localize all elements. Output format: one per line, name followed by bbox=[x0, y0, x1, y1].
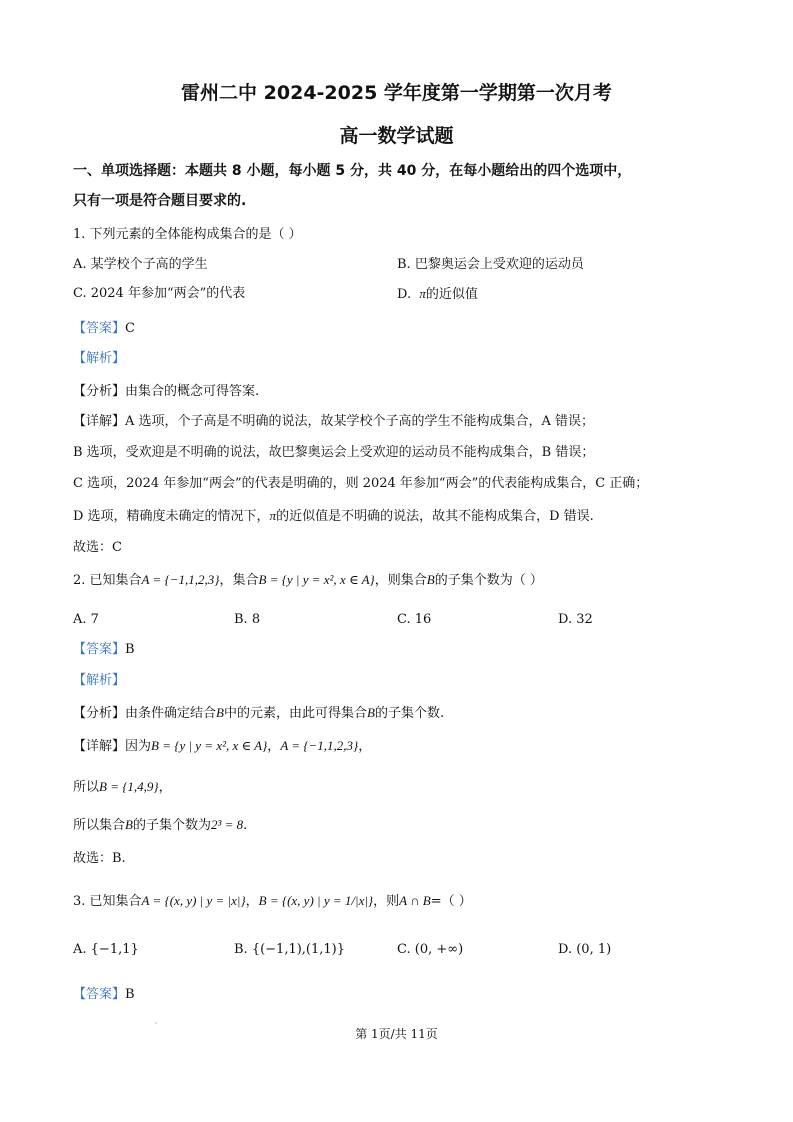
q3-stem-end: =（ ） bbox=[430, 894, 472, 909]
analysis-tag: 【解析】 bbox=[73, 673, 126, 688]
q2-so1 bbox=[73, 778, 172, 797]
q2-stem-mid: ，集合 bbox=[219, 573, 259, 588]
q1-detail-d-suffix: 的近似值是不明确的说法，故其不能构成集合，D 错误. bbox=[276, 509, 594, 524]
q1-xiangjie bbox=[73, 413, 594, 431]
q2-xj-set-b: B = {y | y = x², x ∈ A} bbox=[151, 738, 268, 753]
q3-option-d: D. (0, 1) bbox=[558, 942, 612, 957]
xiangjie-tag: 【详解】 bbox=[73, 414, 126, 429]
q2-xj-prefix: 因为 bbox=[125, 739, 152, 754]
q1-option-d bbox=[397, 285, 478, 304]
q1-answer bbox=[73, 320, 135, 338]
q2-xiangjie bbox=[73, 737, 371, 756]
q2-option-c: C. 16 bbox=[397, 612, 432, 627]
q1-detail-b: B 选项，受欢迎是不明确的说法，故巴黎奥运会上受欢迎的运动员不能构成集合，B 错误； bbox=[73, 445, 595, 460]
q3-option-b: B. {(−1,1),(1,1)} bbox=[234, 942, 346, 957]
page-footer: 第 1页/共 11页 bbox=[355, 1027, 438, 1041]
q2-so2-b: B bbox=[125, 817, 133, 832]
answer-tag: 【答案】 bbox=[73, 321, 126, 336]
q3-stem-mid: ，则 bbox=[373, 894, 400, 909]
q3-option-a: A. {−1,1} bbox=[73, 942, 139, 957]
q2-so1-end: ， bbox=[158, 780, 172, 795]
q3-option-c: C. (0, +∞) bbox=[397, 942, 464, 957]
q2-fenxi-b: B bbox=[216, 705, 224, 720]
q2-fenxi-b2: B bbox=[367, 705, 375, 720]
answer-tag: 【答案】 bbox=[73, 987, 126, 1002]
fenxi-tag: 【分析】 bbox=[73, 706, 126, 721]
q3-answer bbox=[73, 986, 135, 1004]
q2-analysis bbox=[73, 672, 125, 690]
q3-set-a: A = {(x, y) | y = |x|} bbox=[141, 893, 246, 908]
q2-so2-math: 2³ = 8 bbox=[210, 817, 244, 832]
q2-so1-prefix: 所以 bbox=[73, 780, 100, 795]
q2-so2-prefix: 所以集合 bbox=[73, 818, 126, 833]
pi-symbol: π bbox=[419, 286, 426, 301]
q2-xj-end: ， bbox=[358, 739, 372, 754]
q2-choose: 故选：B. bbox=[73, 851, 126, 866]
q2-so1-math: B = {1,4,9} bbox=[99, 779, 159, 794]
q2-so2 bbox=[73, 816, 247, 835]
q2-stem bbox=[73, 571, 543, 590]
q1-option-b: B. 巴黎奥运会上受欢迎的运动员 bbox=[397, 257, 584, 272]
q2-so2-end: . bbox=[243, 818, 248, 833]
q2-set-b: B = {y | y = x², x ∈ A} bbox=[258, 572, 375, 587]
q2-fenxi bbox=[73, 704, 444, 723]
q2-set-b-name: B bbox=[426, 572, 435, 587]
q3-stem bbox=[73, 892, 472, 911]
q2-option-a: A. 7 bbox=[73, 612, 99, 627]
section-heading-line2: 只有一项是符合题目要求的. bbox=[73, 193, 247, 209]
q1-answer-value: C bbox=[125, 321, 135, 336]
q1-detail-d-prefix: D 选项，精确度未确定的情况下， bbox=[73, 509, 270, 524]
q2-answer bbox=[73, 641, 135, 659]
answer-tag: 【答案】 bbox=[73, 642, 126, 657]
scan-speck bbox=[155, 1022, 157, 1024]
q1-xiangjie-text: A 选项，个子高是不明确的说法，故某学校个子高的学生不能构成集合，A 错误； bbox=[125, 414, 595, 429]
q1-detail-c: C 选项，2024 年参加“两会”的代表是明确的，则 2024 年参加“两会”的代表能构成集合，C 正确； bbox=[73, 476, 649, 491]
q2-answer-value: B bbox=[125, 642, 135, 657]
exam-title: 雷州二中 2024-2025 学年度第一学期第一次月考 bbox=[181, 82, 612, 104]
q2-xj-set-a: A = {−1,1,2,3} bbox=[280, 738, 359, 753]
exam-subtitle: 高一数学试题 bbox=[339, 125, 454, 147]
q2-stem-suffix: ，则集合 bbox=[374, 573, 427, 588]
xiangjie-tag: 【详解】 bbox=[73, 739, 126, 754]
q1-detail-d bbox=[73, 507, 594, 526]
q2-fenxi-suffix: 的子集个数. bbox=[374, 706, 445, 721]
section-heading-line1: 一、单项选择题：本题共 8 小题，每小题 5 分，共 40 分，在每小题给出的四个选项中， bbox=[73, 163, 632, 179]
q2-xj-sep: ， bbox=[267, 739, 281, 754]
q2-option-d: D. 32 bbox=[558, 612, 593, 627]
q1-option-d-label: D. bbox=[397, 287, 412, 302]
q3-stem-prefix: 3. 已知集合 bbox=[73, 894, 142, 909]
q3-answer-value: B bbox=[125, 987, 135, 1002]
pi-symbol: π bbox=[269, 508, 277, 523]
q1-stem: 1. 下列元素的全体能构成集合的是（ ） bbox=[73, 227, 302, 242]
q3-set-b: B = {(x, y) | y = 1/|x|} bbox=[258, 893, 374, 908]
q3-sep: ， bbox=[245, 894, 259, 909]
q2-stem-prefix: 2. 已知集合 bbox=[73, 573, 142, 588]
q1-option-a: A. 某学校个子高的学生 bbox=[73, 257, 208, 272]
q1-fenxi-text: 由集合的概念可得答案. bbox=[125, 384, 260, 399]
q1-fenxi bbox=[73, 383, 259, 401]
q2-fenxi-mid: 中的元素，由此可得集合 bbox=[223, 706, 367, 721]
fenxi-tag: 【分析】 bbox=[73, 384, 126, 399]
q1-analysis bbox=[73, 350, 125, 368]
q1-option-d-text: 的近似值 bbox=[425, 287, 478, 302]
q2-fenxi-prefix: 由条件确定结合 bbox=[125, 706, 217, 721]
q3-intersection: A ∩ B bbox=[399, 893, 431, 908]
q2-so2-mid: 的子集个数为 bbox=[132, 818, 211, 833]
q2-stem-end: 的子集个数为（ ） bbox=[434, 573, 543, 588]
analysis-tag: 【解析】 bbox=[73, 351, 126, 366]
q1-option-c: C. 2024 年参加“两会”的代表 bbox=[73, 286, 246, 301]
q2-option-b: B. 8 bbox=[234, 612, 261, 627]
q1-choose: 故选：C bbox=[73, 540, 122, 555]
q2-set-a: A = {−1,1,2,3} bbox=[141, 572, 220, 587]
